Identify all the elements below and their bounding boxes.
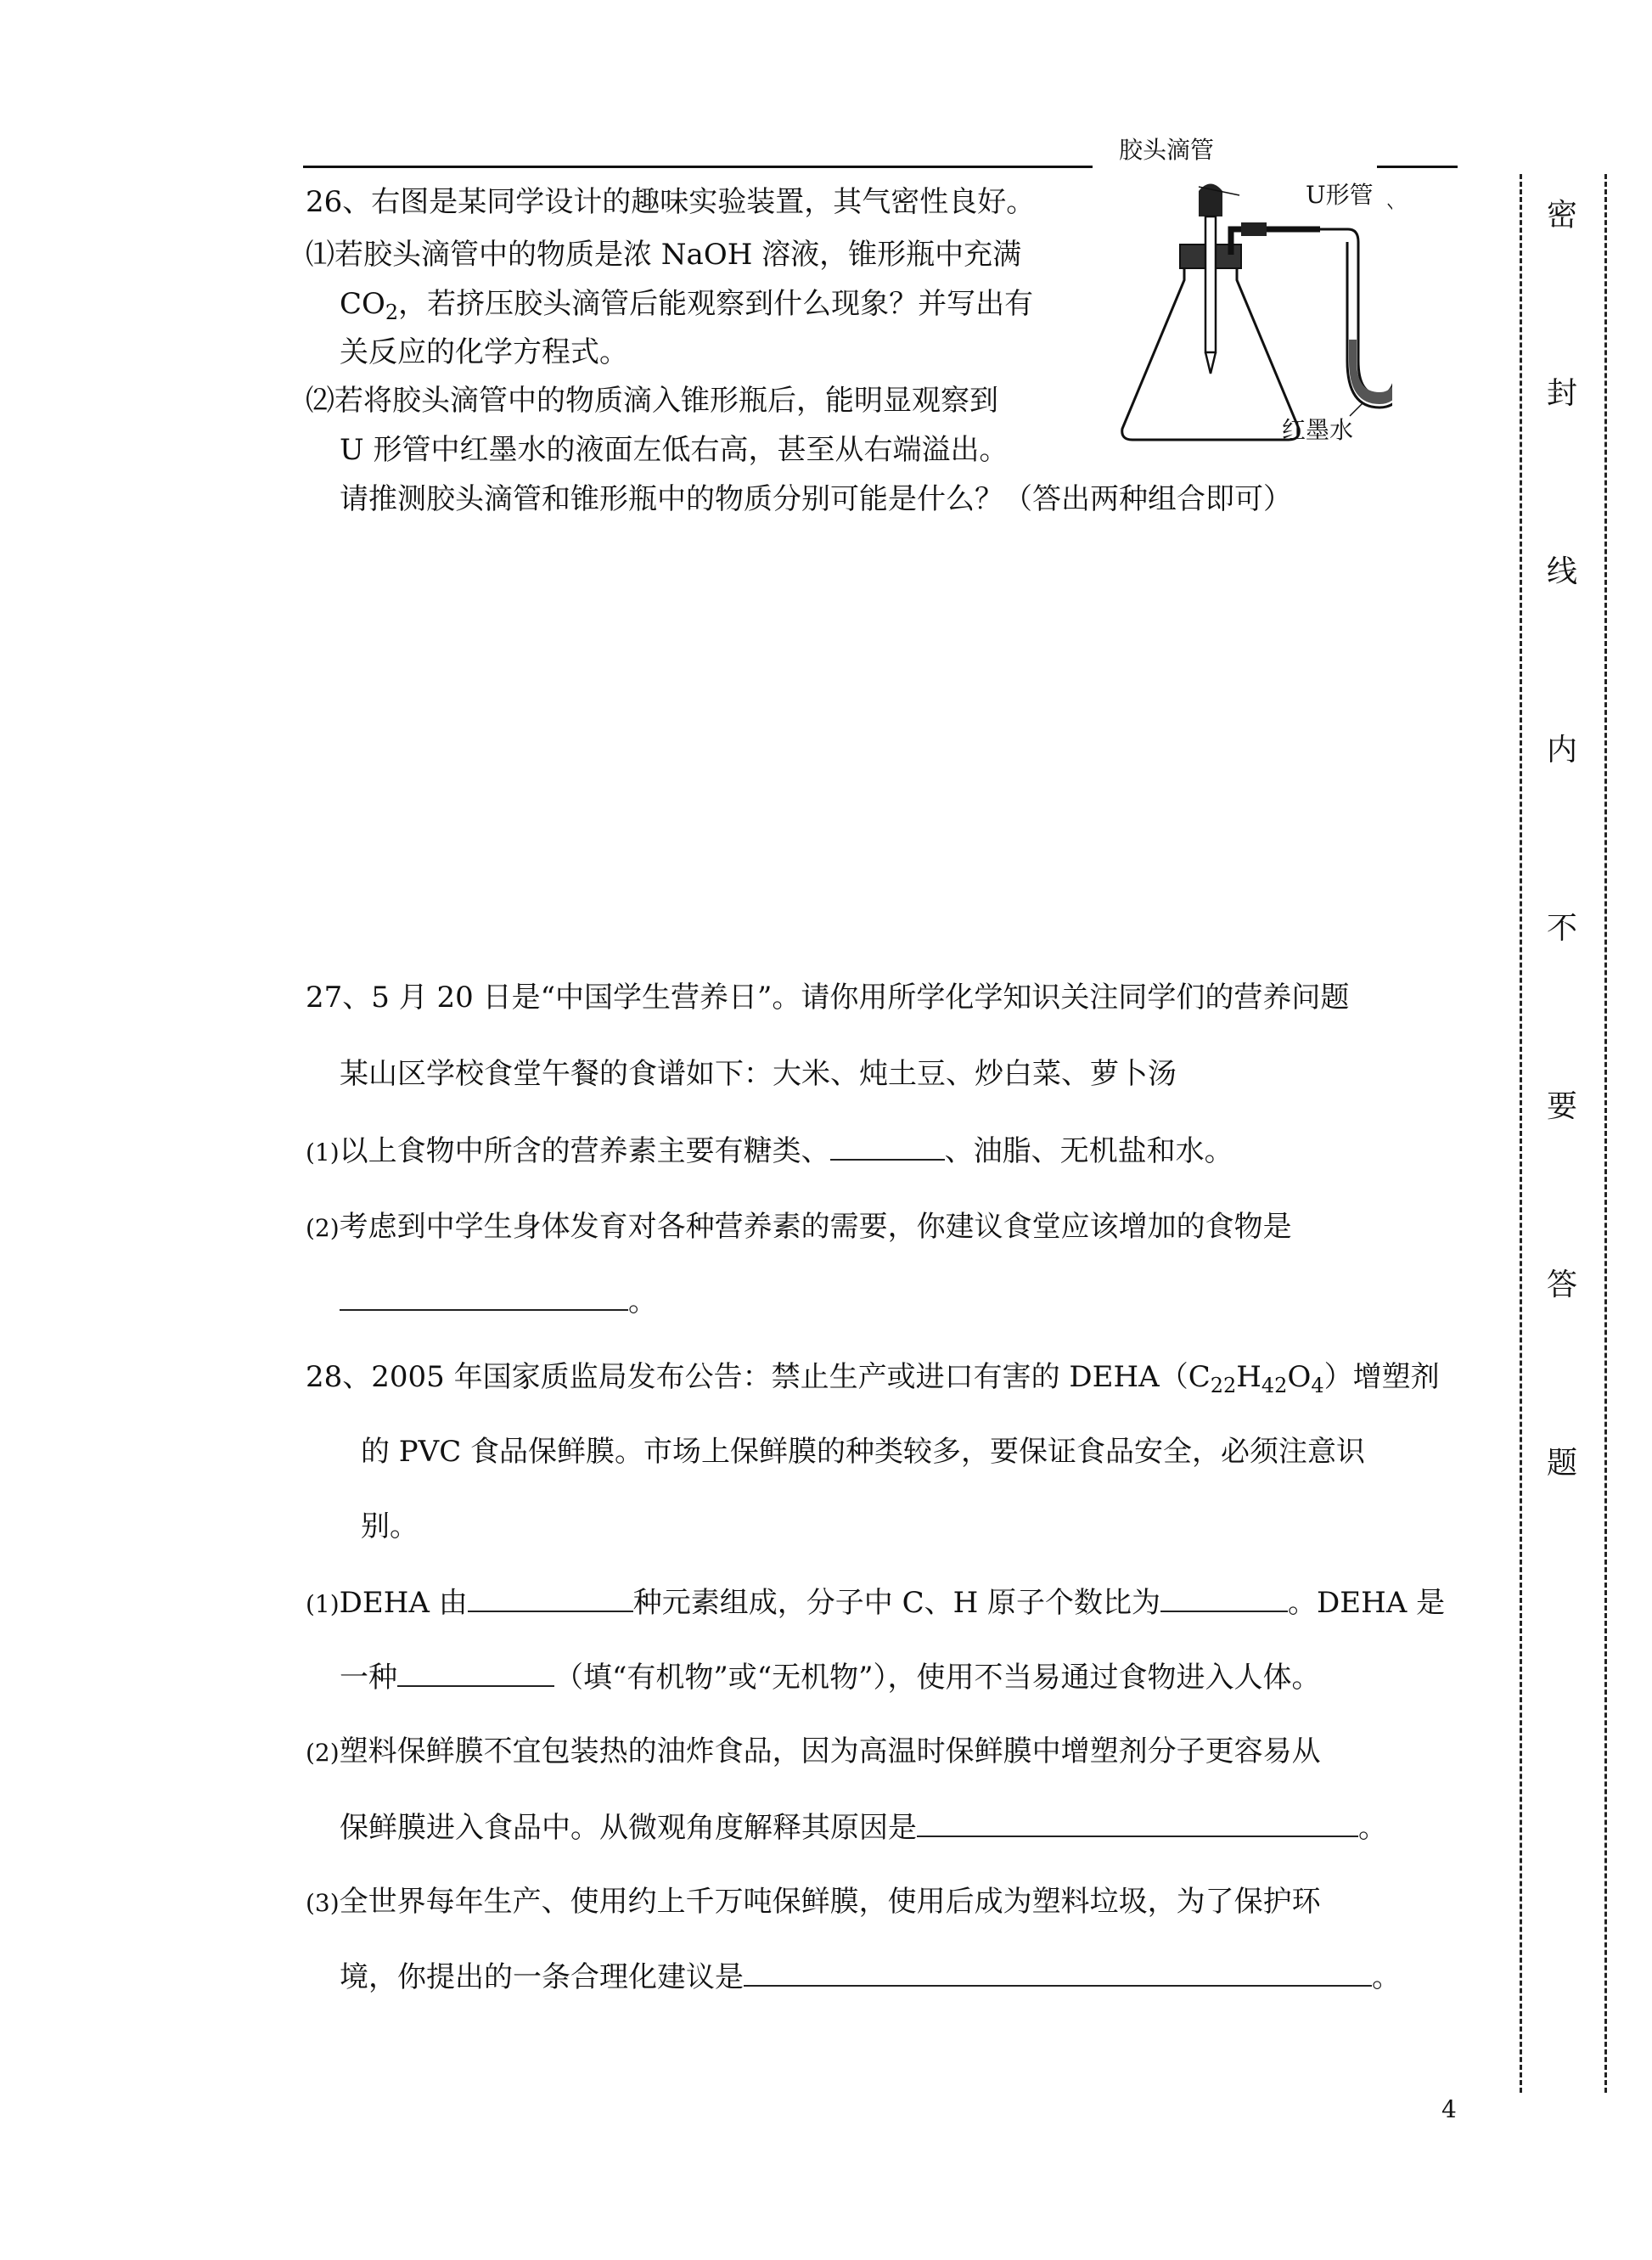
q28-p1-line2 (340, 1660, 1321, 1695)
seal-line-left (1520, 174, 1522, 2093)
q28-blank-suggestion[interactable] (744, 1959, 1372, 1987)
co2-text: CO (340, 287, 385, 321)
q28-p1-text: DEHA 由 (339, 1586, 468, 1620)
q27-p2-end: 。 (628, 1285, 657, 1318)
q28-line3: 别。 (361, 1509, 419, 1543)
seal-char-7: 答 (1546, 1268, 1577, 1302)
q28-p3-line2 (340, 1959, 1401, 1994)
seal-char-5: 不 (1546, 911, 1577, 946)
q27-p1-rest: 、油脂、无机盐和水。 (944, 1134, 1233, 1168)
seal-char-8: 题 (1546, 1446, 1577, 1481)
header-rule-left (303, 166, 1093, 168)
utube-label: U形管 (1306, 181, 1374, 209)
q28-p3-line2-text: 境，你提出的一条合理化建议是 (340, 1960, 744, 1994)
q26-p1-line2-rest: ，若挤压胶头滴管后能观察到什么现象？并写出有 (398, 287, 1034, 321)
sub-42: 42 (1261, 1374, 1288, 1397)
q28-p1-end: 。DEHA 是 (1288, 1586, 1446, 1620)
q27-blank-2[interactable] (340, 1284, 628, 1311)
q26-p2-line2: U 形管中红墨水的液面左低右高，甚至从右端溢出。 (340, 433, 1009, 467)
q28-p3-line1 (306, 1885, 1321, 1920)
q28-blank-reason[interactable] (917, 1810, 1358, 1837)
q28-line2: 的 PVC 食品保鲜膜。市场上保鲜膜的种类较多，要保证食品安全，必须注意识 (361, 1435, 1366, 1469)
q27-p2-answer (340, 1284, 657, 1318)
q27-intro: 27、5 月 20 日是“中国学生营养日”。请你用所学化学知识关注同学们的营养问题 (306, 981, 1350, 1015)
seal-char-6: 要 (1546, 1089, 1577, 1124)
q28-p1-num: (1) (306, 1590, 340, 1618)
sub-4: 4 (1311, 1374, 1324, 1397)
q28-p2-text: 塑料保鲜膜不宜包装热的油炸食品，因为高温时保鲜膜中增塑剂分子更容易从 (339, 1734, 1321, 1768)
q28-p1-mid: 种元素组成，分子中 C、H 原子个数比为 (632, 1586, 1161, 1620)
apparatus-figure (1104, 170, 1392, 450)
q28-p2-line2 (340, 1810, 1387, 1845)
q28-blank-ratio[interactable] (1160, 1585, 1288, 1612)
q26-p1-line1: ⑴若胶头滴管中的物质是浓 NaOH 溶液，锥形瓶中充满 (306, 238, 1022, 272)
q28-p3-text: 全世界每年生产、使用约上千万吨保鲜膜，使用后成为塑料垃圾，为了保护环 (339, 1885, 1321, 1919)
q28-p3-num: (3) (306, 1889, 340, 1917)
q28-p3-end: 。 (1372, 1960, 1401, 1994)
header-rule-right (1377, 166, 1458, 168)
seal-char-2: 封 (1546, 376, 1577, 411)
sub-22: 22 (1210, 1374, 1237, 1397)
q28-blank-type[interactable] (397, 1660, 554, 1687)
q27-p2-num: (2) (306, 1214, 340, 1242)
q28-p1 (306, 1585, 1445, 1622)
rubber-joint (1241, 222, 1267, 236)
seal-char-3: 线 (1546, 554, 1577, 589)
q26-p2-line3: 请推测胶头滴管和锥形瓶中的物质分别可能是什么？（答出两种组合即可） (340, 482, 1292, 516)
q28-intro (306, 1360, 1440, 1403)
q28-intro-text: 28、2005 年国家质监局发布公告：禁止生产或进口有害的 DEHA（C (306, 1360, 1211, 1394)
q28-p2-end: 。 (1358, 1811, 1387, 1845)
q26-p1-line2 (340, 287, 1033, 329)
q28-h: H (1236, 1360, 1261, 1394)
dropper-tube (1205, 216, 1216, 352)
q28-o: O (1287, 1360, 1312, 1394)
seal-char-1: 密 (1546, 198, 1577, 233)
q27-menu: 某山区学校食堂午餐的食谱如下：大米、炖土豆、炒白菜、萝卜汤 (340, 1057, 1177, 1091)
q28-intro-rest: ）增塑剂 (1323, 1360, 1440, 1394)
q27-p1-num: (1) (306, 1138, 340, 1167)
q28-p2-line1 (306, 1734, 1321, 1770)
co2-subscript: 2 (385, 301, 399, 324)
seal-line-right (1604, 174, 1607, 2093)
q26-p2-line1: ⑵若将胶头滴管中的物质滴入锥形瓶后，能明显观察到 (306, 384, 998, 418)
q28-blank-elements[interactable] (468, 1585, 633, 1612)
q28-p2-line2-text: 保鲜膜进入食品中。从微观角度解释其原因是 (340, 1811, 917, 1845)
ink-label: 红墨水 (1282, 416, 1354, 444)
q26-intro: 26、右图是某同学设计的趣味实验装置，其气密性良好。 (306, 185, 1036, 219)
q27-p1-text: 以上食物中所含的营养素主要有糖类、 (339, 1134, 830, 1168)
page-number: 4 (1441, 2095, 1457, 2123)
q26-p1-line3: 关反应的化学方程式。 (340, 335, 628, 369)
q28-p1-line2-text: 一种 (340, 1661, 397, 1695)
q27-p1 (306, 1133, 1233, 1170)
q28-p1-line2-rest: （填“有机物”或“无机物”），使用不当易通过食物进入人体。 (554, 1661, 1321, 1695)
q27-p2-text: 考虑到中学生身体发育对各种营养素的需要，你建议食堂应该增加的食物是 (339, 1210, 1292, 1244)
seal-char-4: 内 (1546, 733, 1577, 767)
q28-p2-num: (2) (306, 1739, 340, 1767)
q27-blank-1[interactable] (830, 1133, 945, 1161)
dropper-label: 胶头滴管 (1119, 136, 1215, 164)
q27-p2 (306, 1210, 1292, 1245)
